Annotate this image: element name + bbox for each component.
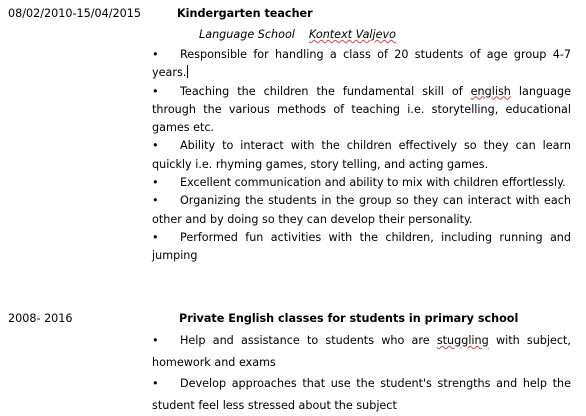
bullet-icon xyxy=(152,330,180,352)
spelling-error-mark[interactable]: stuggling xyxy=(436,334,489,347)
bullet-icon xyxy=(152,192,180,210)
entry-1-duty-list xyxy=(152,46,571,266)
bullet-icon xyxy=(152,373,180,395)
list-item[interactable] xyxy=(152,137,571,174)
entry-1-duty-1: Responsible for handling a class of 20 students of age group 4-7 years. xyxy=(152,48,571,80)
entry-1-job-title: Kindergarten teacher xyxy=(177,7,313,20)
list-item[interactable] xyxy=(152,373,571,416)
text-cursor xyxy=(187,65,188,78)
entry-1-employer xyxy=(199,28,396,41)
list-item[interactable] xyxy=(152,83,571,138)
list-item[interactable] xyxy=(152,330,571,373)
entry-1-duty-4: Excellent communication and ability to mix with children effortlessly. xyxy=(180,176,566,190)
entry-2-duty-list xyxy=(152,330,571,416)
entry-1-duty-6: Performed fun activities with the children, including running and jumping xyxy=(152,230,571,263)
bullet-icon xyxy=(152,83,180,101)
entry-2-dates: 2008- 2016 xyxy=(8,312,73,325)
spelling-error-mark[interactable]: english xyxy=(470,84,511,98)
list-item[interactable] xyxy=(152,174,571,192)
entry-1-place: Kontext Valjevo xyxy=(308,28,396,41)
entry-2-duty-1: Help and assistance to students who are stuggling with subject, homework and exams xyxy=(152,334,571,369)
bullet-icon xyxy=(152,46,180,64)
bullet-icon xyxy=(152,229,180,247)
entry-2-duty-2: Develop approaches that use the student's strengths and help the student feel less stressed about the subject xyxy=(152,377,571,412)
entry-1-duty-5: Organizing the students in the group so they can interact with each other and by doing so they can develop their personality. xyxy=(152,194,571,226)
bullet-icon xyxy=(152,174,180,192)
bullet-icon xyxy=(152,137,180,155)
entry-1-dates: 08/02/2010-15/04/2015 xyxy=(8,7,141,20)
entry-1-duty-3: Ability to interact with the children effectively so they can learn quickly i.e. rhyming games, story telling, and acting games. xyxy=(152,139,571,171)
list-item[interactable] xyxy=(152,192,571,229)
entry-1-school: Language School xyxy=(199,28,295,41)
entry-1-duty-2: Teaching the children the fundamental skill of english language through the various methods of teaching i.e. storytelling, educational games etc. xyxy=(152,84,571,135)
list-item[interactable] xyxy=(152,229,571,266)
list-item[interactable] xyxy=(152,46,571,83)
entry-2-job-title: Private English classes for students in primary school xyxy=(179,312,519,325)
